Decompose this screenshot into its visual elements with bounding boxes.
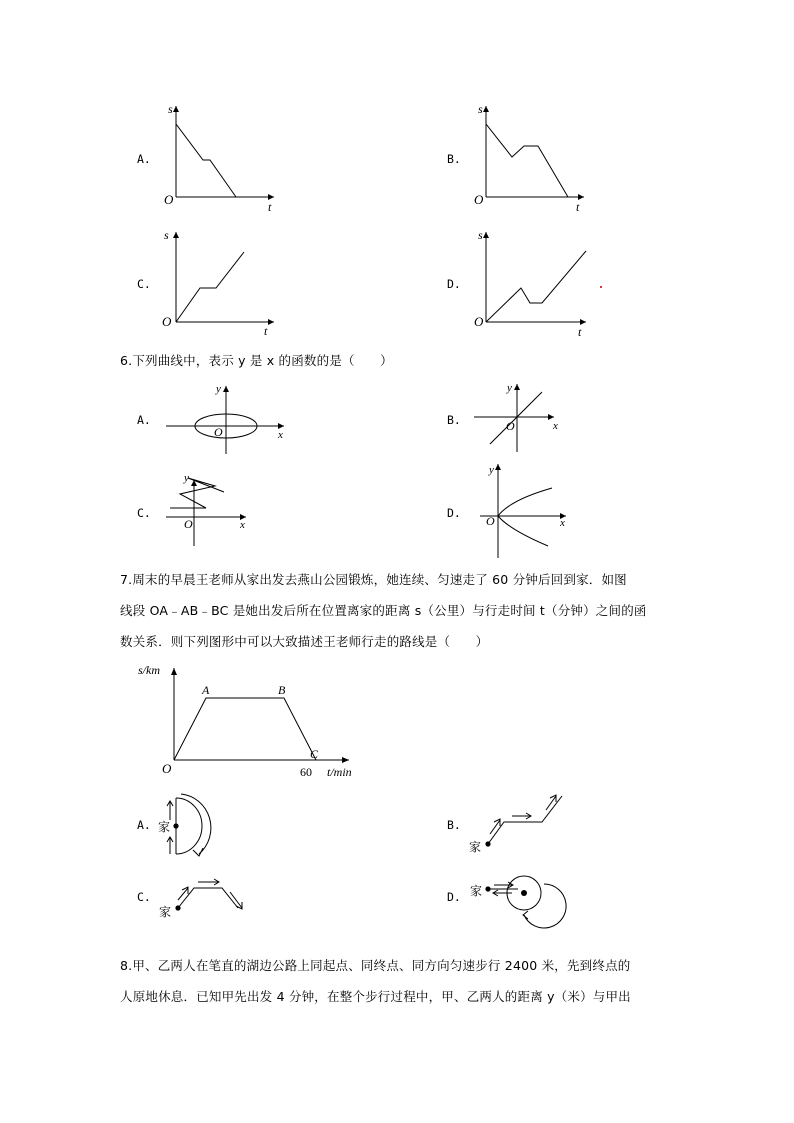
point-b-label: B	[278, 683, 286, 697]
svg-text:家: 家	[470, 884, 483, 898]
origin-label: O	[164, 192, 174, 207]
svg-text:O: O	[474, 314, 484, 329]
q6-text: 6.下列曲线中，表示 y 是 x 的函数的是（ ）	[120, 353, 393, 368]
svg-text:O: O	[506, 419, 515, 433]
svg-text:t: t	[578, 325, 582, 339]
q8-line-2: 人原地休息．已知甲先出发 4 分钟，在整个步行过程中，甲、乙两人的距离 y（米）与甲出	[120, 989, 631, 1004]
q7-route-b	[466, 788, 576, 858]
home-label: 家	[158, 820, 171, 834]
svg-text:s: s	[478, 228, 483, 242]
svg-text:x: x	[553, 420, 558, 432]
svg-text:y: y	[489, 464, 494, 476]
svg-text:x: x	[560, 517, 565, 529]
svg-text:O: O	[474, 192, 484, 207]
q6-graph-a	[160, 380, 310, 460]
point-a-label: A	[202, 683, 210, 697]
svg-text:y: y	[507, 382, 512, 394]
graph-ylabel: s/km	[138, 663, 160, 677]
svg-text:y: y	[184, 472, 189, 484]
axis-label-t: t	[268, 200, 272, 214]
q6-graph-c	[160, 468, 270, 548]
q7-text	[120, 564, 680, 657]
q6-graph-d	[470, 460, 610, 560]
svg-text:家: 家	[469, 840, 482, 854]
q7-line-1: 7.周末的早晨王老师从家出发去燕山公园锻炼，她连续、匀速走了 60 分钟后回到家．如图	[120, 572, 627, 587]
option-label-c: C.	[137, 277, 151, 291]
graph-xlabel: t/min	[327, 765, 352, 779]
q7-route-c	[156, 868, 266, 938]
q5-graph-c	[160, 226, 280, 341]
svg-text:t: t	[576, 200, 580, 214]
svg-text:y: y	[216, 383, 221, 395]
svg-text:s: s	[164, 228, 169, 242]
option-label-d: D.	[447, 277, 461, 291]
axis-label-s: s	[168, 102, 173, 116]
svg-text:O: O	[184, 517, 193, 531]
svg-text:t: t	[264, 324, 268, 338]
graph-origin: O	[162, 761, 172, 776]
q5-graph-b	[470, 100, 590, 215]
svg-text:O: O	[214, 425, 223, 439]
option-label-b: B.	[447, 152, 461, 166]
option-label-a: A.	[137, 152, 151, 166]
q5-graph-a	[160, 100, 280, 215]
svg-text:x: x	[240, 519, 245, 531]
q7-line-3: 数关系．则下列图形中可以大致描述王老师行走的路线是（ ）	[120, 634, 489, 649]
q7-line-2: 线段 OA﹣AB﹣BC 是她出发后所在位置离家的距离 s（公里）与行走时间 t（分钟）之间的函	[120, 603, 647, 618]
q5-graph-d	[470, 226, 610, 341]
q7-route-d	[466, 868, 576, 928]
svg-text:O: O	[162, 314, 172, 329]
svg-text:s: s	[478, 102, 483, 116]
q8-text	[120, 950, 680, 1012]
q7-distance-time-graph	[132, 660, 372, 785]
point-c-label: C	[310, 747, 319, 761]
q7-route-a	[155, 790, 225, 865]
svg-text:家: 家	[159, 905, 172, 919]
q8-line-1: 8.甲、乙两人在笔直的湖边公路上同起点、同终点、同方向匀速步行 2400 米，先到终点的	[120, 958, 631, 973]
svg-text:x: x	[278, 429, 283, 441]
graph-x-tick: 60	[300, 765, 312, 779]
q6-graph-b	[470, 378, 610, 458]
svg-text:O: O	[486, 514, 495, 528]
